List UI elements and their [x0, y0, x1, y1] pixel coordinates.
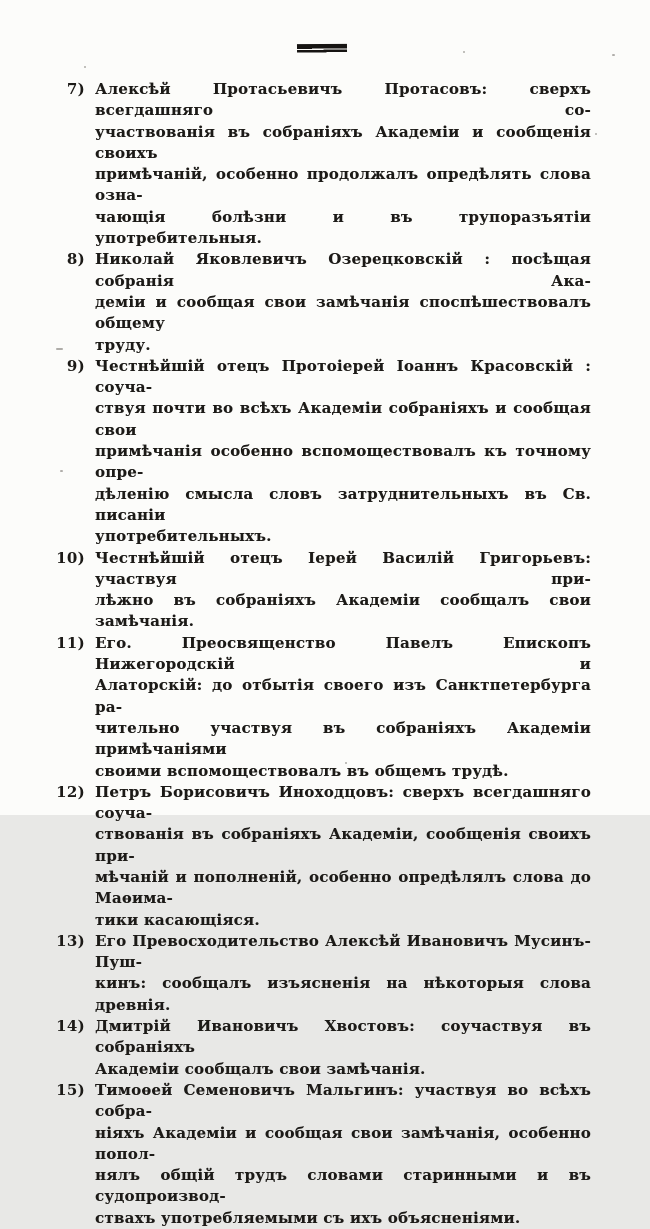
text-line: Дмитрій Ивановичъ Хвостовъ: соучаствуя въ собраніяхъ — [95, 1017, 591, 1057]
entry-number: 9) — [66, 356, 85, 375]
scan-speckle — [612, 54, 615, 56]
list-entry — [45, 79, 591, 249]
entry-text — [95, 79, 591, 249]
entry-number: 7) — [66, 80, 85, 98]
entry-text — [95, 931, 591, 1016]
entry-number: 8) — [66, 250, 85, 269]
text-line: дѣленію смысла словъ затруднительныхъ въ Св. писаніи — [95, 484, 591, 524]
text-line: Петръ Борисовичъ Иноходцовъ: сверхъ всегдашняго соуча- — [95, 782, 591, 823]
text-line: ствованія въ собраніяхъ Академіи, сообщенія своихъ при- — [95, 825, 591, 865]
text-line: употребительныхъ. — [95, 527, 272, 546]
text-line: чающія болѣзни и въ трупоразъятіи употребительныя. — [95, 207, 591, 248]
section-divider-rule — [297, 44, 347, 53]
text-line: Николай Яковлевичъ Озерецковскій : посѣщая собранія Ака- — [95, 250, 591, 290]
text-line: примѣчанія особенно вспомоществовалъ къ точному опре- — [95, 442, 591, 482]
entry-number: 13) — [56, 931, 85, 950]
entry-text — [95, 249, 591, 355]
entry-text — [95, 1016, 591, 1080]
text-line: кинъ: сообщалъ изъясненія на нѣкоторыя слова древнія. — [95, 974, 591, 1014]
text-line: участвованія въ собраніяхъ Академіи и сообщенія своихъ — [95, 122, 591, 162]
scan-speckle — [595, 133, 597, 135]
scan-speckle — [463, 51, 465, 53]
text-line: Его Превосходительство Алексѣй Ивановичъ Мусинъ-Пуш- — [95, 931, 591, 972]
text-line: ніяхъ Академіи и сообщая свои замѣчанія, особенно попол- — [95, 1123, 591, 1163]
scan-speckle — [84, 66, 86, 68]
text-line: мѣчаній и пополненій, особенно опредѣлялъ слова до Маѳима- — [95, 867, 591, 908]
list-entry — [45, 633, 591, 782]
text-line: Алаторскій: до отбытія своего изъ Санктпетербурга ра- — [95, 676, 591, 716]
text-line: своими вспомоществовалъ въ общемъ трудѣ. — [95, 761, 509, 780]
entry-text — [95, 633, 591, 782]
text-line: деміи и сообщая свои замѣчанія споспѣшествовалъ общему — [95, 292, 591, 333]
text-line: Академіи сообщалъ свои замѣчанія. — [95, 1059, 426, 1078]
list-entry — [45, 548, 591, 633]
text-line: примѣчаній, особенно продолжалъ опредѣлять слова озна- — [95, 165, 591, 205]
text-line: ствуя почти во всѣхъ Академіи собраніяхъ и сообщая свои — [95, 399, 591, 439]
text-line: ствахъ употребляемыми съ ихъ объясненіями. — [95, 1208, 521, 1227]
entry-number: 12) — [56, 782, 85, 801]
list-entry — [45, 1016, 591, 1080]
list-entry — [45, 931, 591, 1016]
list-entry — [45, 356, 591, 548]
text-line: тики касающіяся. — [95, 910, 260, 929]
text-line: Тимоѳей Семеновичъ Мальгинъ: участвуя во всѣхъ собра- — [95, 1080, 591, 1121]
entry-number: 14) — [56, 1017, 85, 1036]
list-entry — [45, 249, 591, 355]
text-line: Алексѣй Протасьевичъ Протасовъ: сверхъ всегдашняго со- — [95, 80, 591, 120]
entry-number: 11) — [56, 633, 85, 652]
list-entry — [45, 782, 591, 931]
entry-number: 15) — [56, 1080, 85, 1099]
entry-text — [95, 782, 591, 931]
entry-text — [95, 548, 591, 633]
text-line: Честнѣйшій отецъ Іерей Василій Григорьевъ: участвуя при- — [95, 548, 591, 588]
text-line: Честнѣйшій отецъ Протоіерей Іоаннъ Красовскій : соуча- — [95, 356, 591, 397]
entry-text — [95, 356, 591, 548]
list-entry — [45, 1080, 591, 1229]
text-line: нялъ общій трудъ словами старинными и въ судопроизвод- — [95, 1166, 591, 1206]
entry-number: 10) — [56, 548, 85, 567]
text-line: Его. Преосвященство Павелъ Епископъ Нижегородскій и — [95, 633, 591, 674]
entry-text — [95, 1080, 591, 1229]
text-line: лѣжно въ собраніяхъ Академіи сообщалъ свои замѣчанія. — [95, 591, 591, 631]
entry-list — [45, 79, 591, 1229]
text-line: труду. — [95, 335, 151, 354]
text-line: чительно участвуя въ собраніяхъ Академіи примѣчаніями — [95, 718, 591, 759]
